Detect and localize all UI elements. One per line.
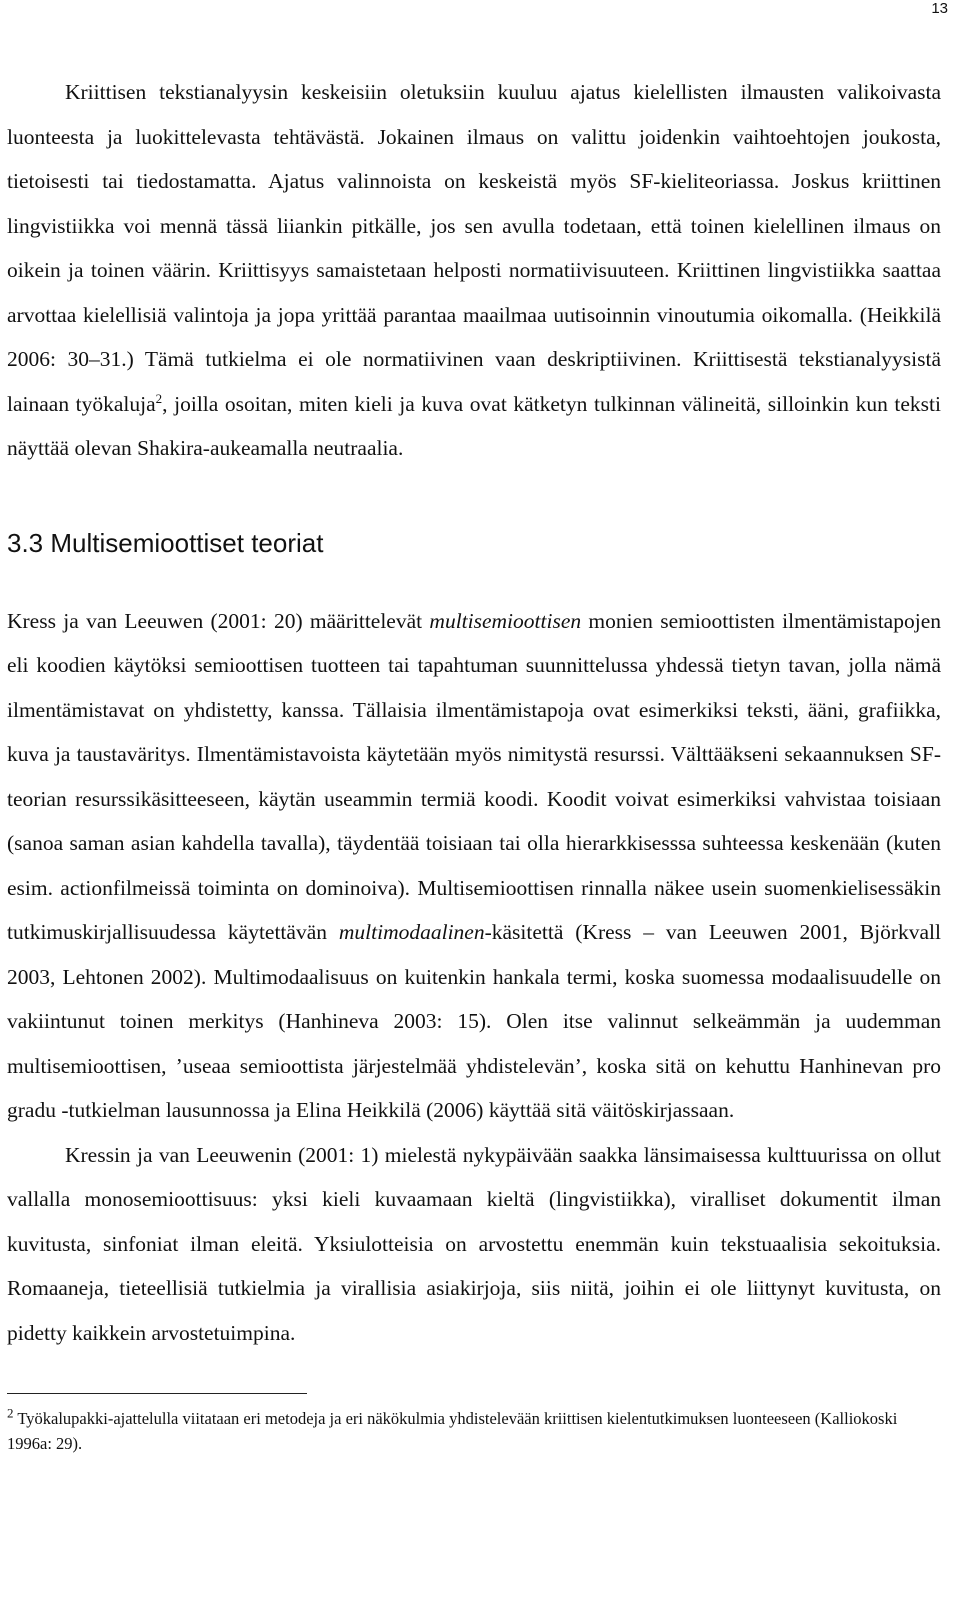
term-multisemioottisen: multisemioottisen <box>429 608 582 633</box>
page-number: 13 <box>931 0 948 17</box>
footnote-separator <box>7 1393 307 1394</box>
paragraph-1-text-a: Kriittisen tekstianalyysin keskeisiin oletuksiin kuuluu ajatus kielellisten ilmausten valikoivasta luonteesta ja luokittelevasta tehtävästä. Jokainen ilmaus on valittu joidenkin vaihtoehtojen joukosta, tietoisesti tai tiedostamatta. Ajatus valinnoista on keskeistä myös SF-kieliteoriassa. Joskus kriittinen lingvistiikka voi mennä tässä liiankin pitkälle, jos sen avulla todetaan, että toinen kielellinen ilmaus on oikein ja toinen väärin. Kriittisyys samaistetaan helposti normatiivisuuteen. Kriittinen lingvistiikka saattaa arvottaa kielellisiä valintoja ja jopa yrittää parantaa maailmaa uutisoinnin vinoutumia oikomalla. (Heikkilä 2006: 30–31.) Tämä tutkielma ei ole normatiivinen vaan deskriptiivinen. Kriittisestä tekstianalyysistä lainaan työkaluja <box>7 80 941 416</box>
paragraph-2-text-c: -käsitettä (Kress – van Leeuwen 2001, Björkvall 2003, Lehtonen 2002). Multimodaalisuus on kuitenkin hankala termi, koska suomessa modaalisuudelle on vakiintunut toinen merkitys (Hanhineva 2003: 15). Olen itse valinnut selkeämmän ja uudemman multisemioottisen, ’useaa semioottista järjestelmää yhdistelevän’, koska sitä on kehuttu Hanhinevan pro gradu -tutkielman lausunnossa ja Elina Heikkilä (2006) käyttää sitä väitöskirjassaan. <box>7 920 942 1122</box>
section-heading: 3.3 Multisemioottiset teoriat <box>7 527 324 558</box>
term-multimodaalinen: multimodaalinen <box>338 920 485 944</box>
footnote-marker: 2 <box>7 1405 14 1421</box>
document-body <box>7 70 941 1456</box>
footnote-text: Työkalupakki-ajattelulla viitataan eri metodeja ja eri näkökulmia yhdistelevään kriittisen kielentutkimuksen luonteeseen (Kalliokoski 1996a: 29). <box>7 1409 898 1453</box>
footnote <box>7 1406 941 1456</box>
paragraph-2-text-b: monien semioottisten ilmentämistapojen eli koodien käytöksi semioottisen tuotteen tai tapahtuman suunnittelussa yhdessä tietyn tavan, jolla nämä ilmentämistavat on yhdistetty, kanssa. Tällaisia ilmentämistapoja ovat esimerkiksi teksti, ääni, grafiikka, kuva ja taustaväritys. Ilmentämistavoista käytetään myös nimitystä resurssi. Välttääkseni sekaannuksen SF-teorian resurssikäsitteeseen, käytän useammin termiä koodi. Koodit voivat esimerkiksi vahvistaa toisiaan (sanoa saman asian kahdella tavalla), täydentää toisiaan tai olla hierarkkisesssa suhteessa keskenään (kuten esim. actionfilmeissä toiminta on dominoiva). Multisemioottisen rinnalla näkee usein suomenkielisessäkin tutkimuskirjallisuudessa käytettävän <box>7 608 941 944</box>
paragraph-2 <box>7 599 941 1133</box>
paragraph-1-text-b: , joilla osoitan, miten kieli ja kuva ovat kätketyn tulkinnan välineitä, silloinkin kun teksti näyttää olevan Shakira-aukeamalla neutraalia. <box>7 391 941 460</box>
paragraph-2-text-a: Kress ja van Leeuwen (2001: 20) määrittelevät <box>7 608 430 633</box>
paragraph-3: Kressin ja van Leeuwenin (2001: 1) mielestä nykypäivään saakka länsimaisessa kulttuurissa on ollut vallalla monosemioottisuus: yksi kieli kuvaamaan kieltä (lingvistiikka), viralliset dokumentit ilman kuvitusta, sinfoniat ilman eleitä. Yksiulotteisia on arvostettu enemmän kuin tekstuaalisia sekoituksia. Romaaneja, tieteellisiä tutkielmia ja virallisia asiakirjoja, siis niitä, joihin ei ole liittynyt kuvitusta, on pidetty kaikkein arvostetuimpina. <box>7 1142 941 1345</box>
paragraph-1 <box>7 70 941 471</box>
footnote-reference[interactable]: 2 <box>155 390 163 406</box>
